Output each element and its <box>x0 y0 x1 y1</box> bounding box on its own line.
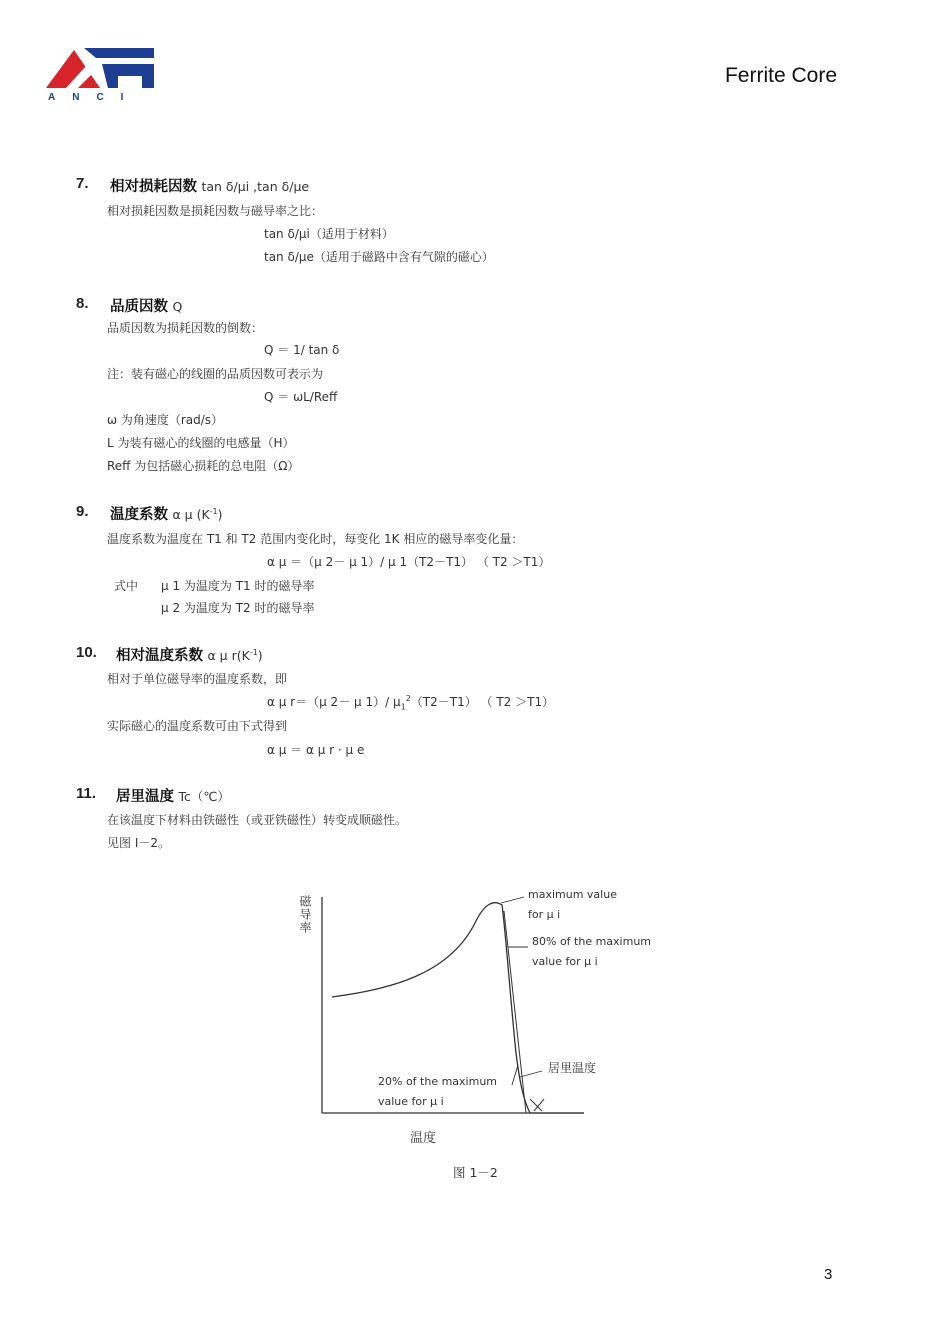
section-11-line: 在该温度下材料由铁磁性（或亚铁磁性）转变成顺磁性。 <box>107 813 408 827</box>
section-7-line: 相对损耗因数是损耗因数与磁导率之比： <box>107 204 324 218</box>
section-10-symbol-end: ) <box>257 648 263 663</box>
section-8-title-cn: 品质因数 <box>110 299 168 315</box>
leader-max <box>501 897 524 903</box>
section-10-title-cn: 相对温度系数 <box>116 648 203 664</box>
logo-blue-bar <box>84 48 154 58</box>
annotation-max-line2: for μ i <box>528 908 561 921</box>
section-7-number: 7. <box>76 175 89 192</box>
page-number: 3 <box>824 1266 833 1283</box>
section-10-title-symbol <box>207 648 262 663</box>
leader-curie <box>520 1071 542 1077</box>
section-8-formula: Q ＝ 1/ tan δ <box>264 343 340 357</box>
annotation-80-line2: value for μ i <box>532 955 598 968</box>
annotation-max-line1: maximum value <box>528 888 617 901</box>
section-7-title <box>110 175 309 196</box>
section-9-number: 9. <box>76 503 89 520</box>
section-9-title-symbol <box>172 507 222 522</box>
annotation-curie: 居里温度 <box>548 1061 597 1075</box>
anci-logo <box>44 44 156 102</box>
section-10-line: 实际磁心的温度系数可由下式得到 <box>107 719 288 733</box>
section-9-line: μ 1 为温度为 T1 时的磁导率 <box>161 579 315 593</box>
section-9-formula: α μ ＝（μ 2－ μ 1）/ μ 1（T2－T1） （ T2 ＞T1） <box>267 555 551 569</box>
tangent-line <box>504 911 526 1113</box>
section-11-title-symbol: Tc（℃） <box>178 789 230 804</box>
section-9-symbol-sup: -1 <box>209 506 218 516</box>
annotation-20-line2: value for μ i <box>378 1095 444 1108</box>
section-9-line: 温度系数为温度在 T1 和 T2 范围内变化时，每变化 1K 相应的磁导率变化量： <box>107 532 524 546</box>
section-8-line: ω 为角速度（rad/s） <box>107 413 224 427</box>
section-10-title <box>116 644 263 665</box>
section-11-title <box>116 785 230 806</box>
section-7-formula: tan δ/μe（适用于磁路中含有气隙的磁心） <box>264 250 494 264</box>
section-9-title-cn: 温度系数 <box>110 507 168 523</box>
header-title: Ferrite Core <box>724 64 837 87</box>
section-10-symbol-sup: -1 <box>249 647 258 657</box>
section-10-formula-sup: 2 <box>405 694 411 703</box>
y-axis-label: 磁导率 <box>298 895 312 934</box>
section-9-title <box>110 503 223 524</box>
section-8-line: 品质因数为损耗因数的倒数： <box>107 321 264 335</box>
section-9-line: 式中 <box>114 579 139 593</box>
section-8-title <box>110 295 182 316</box>
leader-20 <box>512 1065 518 1085</box>
section-8-number: 8. <box>76 295 89 312</box>
section-10-formula-a: α μ r＝（μ 2－ μ 1）/ μ <box>267 695 401 709</box>
section-11-line: 见图 I－2。 <box>107 836 170 850</box>
logo-blue-shape <box>102 64 154 88</box>
permeability-temperature-figure <box>290 875 680 1160</box>
section-10-formula-b: （T2－T1） （ T2 ＞T1） <box>410 695 555 709</box>
section-8-line: Reff 为包括磁心损耗的总电阻（Ω） <box>107 459 300 473</box>
section-11-title-cn: 居里温度 <box>116 789 174 805</box>
section-10-number: 10. <box>76 644 97 661</box>
figure-caption: 图 1－2 <box>453 1165 498 1180</box>
annotation-20-line1: 20% of the maximum <box>378 1075 498 1088</box>
section-8-title-symbol: Q <box>172 299 183 314</box>
section-7-title-symbol: tan δ/μi ,tan δ/μe <box>201 179 310 194</box>
section-10-symbol-base: α μ r(K <box>207 648 250 663</box>
section-8-formula: Q ＝ ωL/Reff <box>264 390 338 404</box>
section-10-formula: α μ ＝ α μ r · μ e <box>267 743 365 757</box>
section-8-line: L 为装有磁心的线圈的电感量（H） <box>107 436 295 450</box>
x-axis-label: 温度 <box>410 1131 437 1146</box>
section-9-line: μ 2 为温度为 T2 时的磁导率 <box>161 601 315 615</box>
section-7-title-cn: 相对损耗因数 <box>110 179 197 195</box>
section-11-number: 11. <box>76 785 97 802</box>
section-8-line: 注：装有磁心的线圈的品质因数可表示为 <box>107 367 324 381</box>
section-10-formula-sub: 1 <box>400 702 406 712</box>
section-10-line: 相对于单位磁导率的温度系数，即 <box>107 672 288 686</box>
annotation-80-line1: 80% of the maximum <box>532 935 652 948</box>
section-10-formula <box>267 693 554 711</box>
section-7-formula: tan δ/μi（适用于材料） <box>264 227 394 241</box>
section-9-symbol-base: α μ (K <box>172 507 210 522</box>
logo-text: ANCI <box>48 92 141 102</box>
section-9-symbol-end: ) <box>217 507 223 522</box>
